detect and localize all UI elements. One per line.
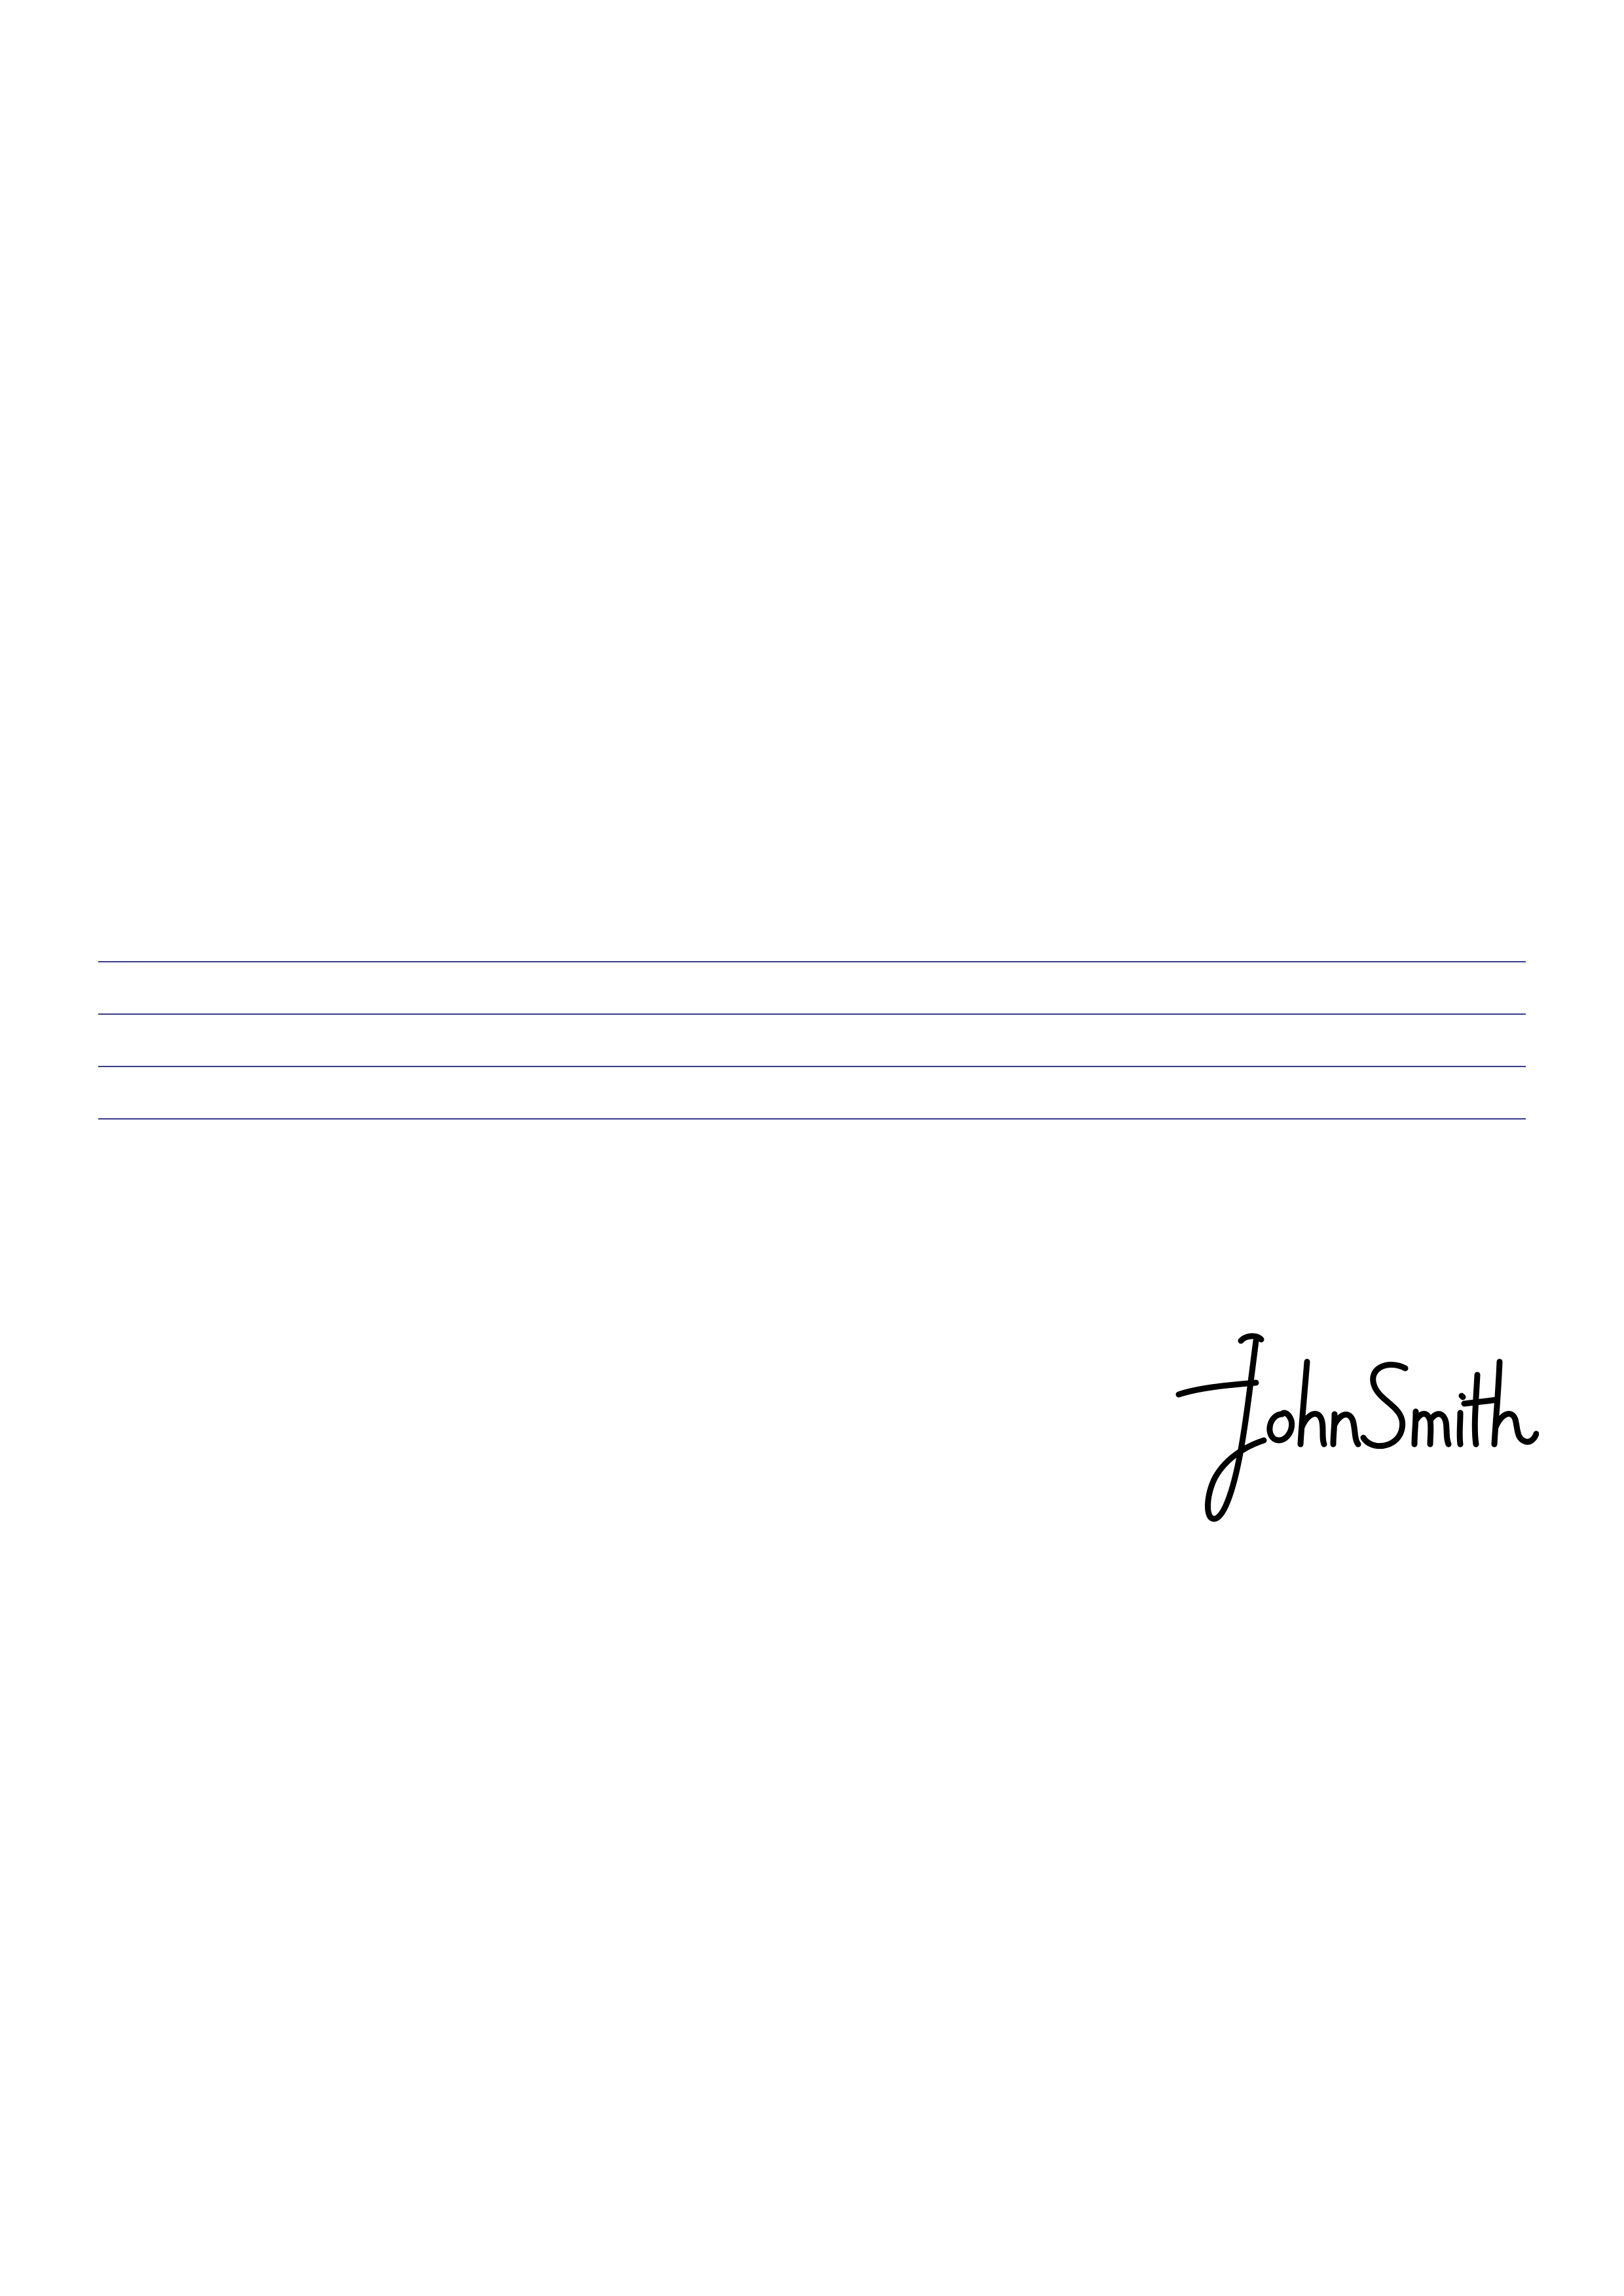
header-description [239,911,855,962]
row-amount [1267,1014,1526,1066]
row-qty [98,962,239,1014]
table-row [98,962,1526,1014]
row-amount [1267,962,1526,1014]
row-description [239,1014,855,1066]
row-unit-price [855,962,1267,1014]
table-row [98,1066,1526,1119]
row-unit-price [855,1014,1267,1066]
row-qty [98,1014,239,1066]
row-qty [98,1066,239,1119]
header-unit-price [855,911,1267,962]
signature-image [1172,1322,1539,1539]
row-description [239,1066,855,1119]
row-amount [1267,1066,1526,1119]
table-row [98,1014,1526,1066]
header-qty [98,911,239,962]
row-description [239,962,855,1014]
line-items-table [98,911,1526,1120]
header-amount [1267,911,1526,962]
table-header-row [98,911,1526,962]
row-unit-price [855,1066,1267,1119]
